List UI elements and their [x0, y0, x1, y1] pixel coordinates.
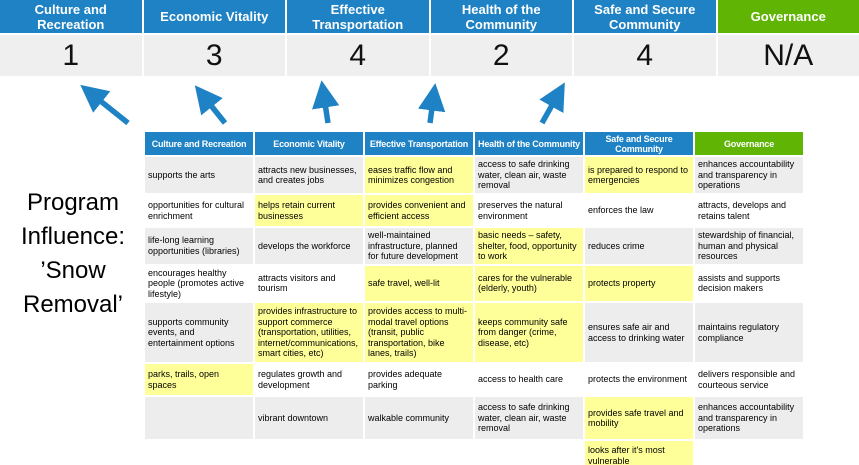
matrix-row [145, 228, 803, 264]
matrix-cell: looks after it's most vulnerable [585, 441, 693, 465]
matrix-cell: delivers responsible and courteous service [695, 364, 803, 395]
summary-header-governance: Governance [718, 0, 859, 33]
summary-score-governance: N/A [718, 35, 859, 76]
up-arrow-icon [201, 93, 225, 123]
matrix-header-cell: Culture and Recreation [145, 132, 253, 155]
matrix-cell: attracts, develops and retains talent [695, 195, 803, 226]
matrix-cell: helps retain current businesses [255, 195, 363, 226]
matrix-cell: life-long learning opportunities (libraries) [145, 228, 253, 264]
summary-score-transportation: 4 [287, 35, 429, 76]
summary-header-safe: Safe and Secure Community [574, 0, 716, 33]
matrix-cell: develops the workforce [255, 228, 363, 264]
matrix-cell [365, 441, 473, 465]
matrix-cell: vibrant downtown [255, 397, 363, 439]
matrix-cell: well-maintained infrastructure, planned for future development [365, 228, 473, 264]
matrix-cell: enhances accountability and transparency in operations [695, 397, 803, 439]
matrix-cell: maintains regulatory compliance [695, 303, 803, 362]
matrix-row [145, 364, 803, 395]
matrix-header-cell: Governance [695, 132, 803, 155]
matrix-header-cell: Health of the Community [475, 132, 583, 155]
matrix-cell: attracts visitors and tourism [255, 266, 363, 302]
program-title-line: Program [26, 189, 120, 216]
influence-matrix [143, 130, 805, 465]
matrix-cell: encourages healthy people (promotes active lifestyle) [145, 266, 253, 302]
matrix-row [145, 266, 803, 302]
matrix-cell: access to safe drinking water, clean air, waste removal [475, 157, 583, 193]
matrix-cell: supports community events, and entertainment options [145, 303, 253, 362]
program-title-line: ’Snow [40, 257, 106, 284]
up-arrow-icon [88, 91, 128, 123]
matrix-cell: assists and supports decision makers [695, 266, 803, 302]
matrix-cell: provides safe travel and mobility [585, 397, 693, 439]
up-arrow-icon [323, 90, 328, 123]
matrix-row [145, 397, 803, 439]
matrix-cell: provides access to multi-modal travel options (transit, public transportation, bike lanes, trails) [365, 303, 473, 362]
summary-score-culture: 1 [0, 35, 142, 76]
matrix-header-cell: Economic Vitality [255, 132, 363, 155]
matrix-cell: is prepared to respond to emergencies [585, 157, 693, 193]
matrix-row [145, 157, 803, 193]
matrix-cell [255, 441, 363, 465]
matrix-cell: safe travel, well-lit [365, 266, 473, 302]
matrix-cell: access to safe drinking water, clean air, waste removal [475, 397, 583, 439]
matrix-cell: provides adequate parking [365, 364, 473, 395]
program-influence-title [0, 186, 146, 322]
matrix-cell: supports the arts [145, 157, 253, 193]
matrix-cell [145, 397, 253, 439]
matrix-cell: opportunities for cultural enrichment [145, 195, 253, 226]
summary-score-safe: 4 [574, 35, 716, 76]
matrix-cell: protects property [585, 266, 693, 302]
matrix-cell: enforces the law [585, 195, 693, 226]
matrix-cell: enhances accountability and transparency in operations [695, 157, 803, 193]
matrix-cell: ensures safe air and access to drinking water [585, 303, 693, 362]
matrix-cell: provides infrastructure to support commerce (transportation, utilities, internet/communications, smart cities, etc) [255, 303, 363, 362]
matrix-row [145, 195, 803, 226]
program-title-line: Removal’ [22, 291, 124, 318]
matrix-cell: access to health care [475, 364, 583, 395]
summary-header-row [0, 0, 859, 33]
matrix-cell: parks, trails, open spaces [145, 364, 253, 395]
matrix-cell: stewardship of financial, human and physical resources [695, 228, 803, 264]
matrix-cell: eases traffic flow and minimizes congestion [365, 157, 473, 193]
summary-score-economic: 3 [144, 35, 286, 76]
matrix-cell: walkable community [365, 397, 473, 439]
summary-header-economic: Economic Vitality [144, 0, 286, 33]
matrix-cell: provides convenient and efficient access [365, 195, 473, 226]
matrix-row [145, 303, 803, 362]
summary-score-health: 2 [431, 35, 573, 76]
matrix-cell: cares for the vulnerable (elderly, youth) [475, 266, 583, 302]
matrix-cell: preserves the natural environment [475, 195, 583, 226]
matrix-cell: attracts new businesses, and creates jobs [255, 157, 363, 193]
matrix-header-cell: Safe and Secure Community [585, 132, 693, 155]
matrix-cell [475, 441, 583, 465]
summary-header-culture: Culture and Recreation [0, 0, 142, 33]
up-arrow-icon [542, 91, 560, 123]
summary-score-row [0, 35, 859, 76]
program-title-line: Influence: [20, 223, 126, 250]
summary-header-health: Health of the Community [431, 0, 573, 33]
matrix-cell: protects the environment [585, 364, 693, 395]
matrix-cell: reduces crime [585, 228, 693, 264]
matrix-cell: keeps community safe from danger (crime, disease, etc) [475, 303, 583, 362]
matrix-cell [145, 441, 253, 465]
matrix-cell: regulates growth and development [255, 364, 363, 395]
matrix-cell [695, 441, 803, 465]
summary-header-transportation: Effective Transportation [287, 0, 429, 33]
up-arrow-icon [430, 93, 434, 123]
matrix-row [145, 441, 803, 465]
matrix-cell: basic needs – safety, shelter, food, opportunity to work [475, 228, 583, 264]
matrix-header-cell: Effective Transportation [365, 132, 473, 155]
